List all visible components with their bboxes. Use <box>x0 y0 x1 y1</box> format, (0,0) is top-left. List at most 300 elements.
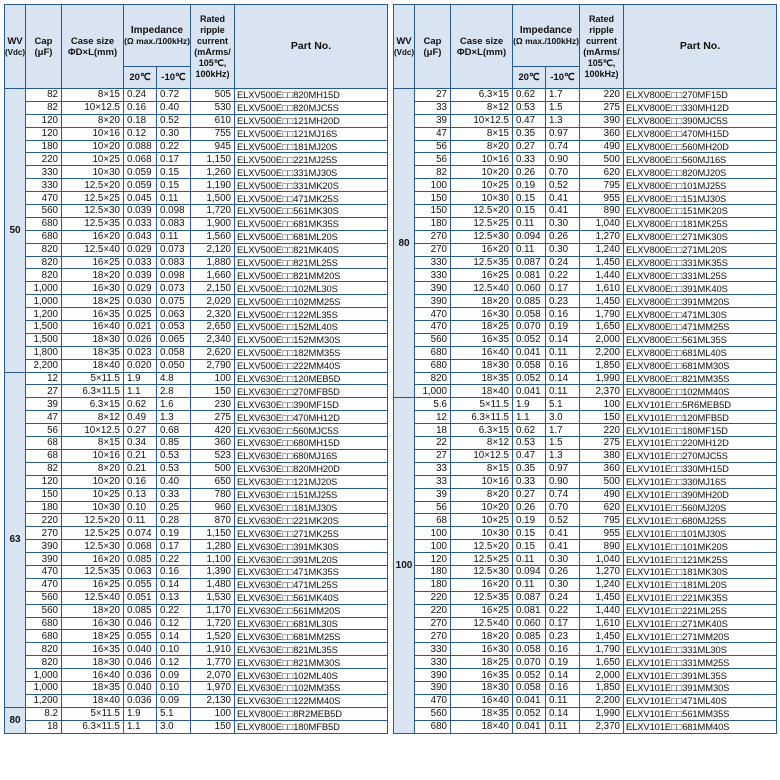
impedance-20c-cell: 0.15 <box>513 540 546 553</box>
impedance-minus10c-cell: 0.30 <box>157 127 191 140</box>
table-row <box>394 565 777 578</box>
impedance-minus10c-cell: 0.15 <box>157 179 191 192</box>
ripple-current-cell: 1,770 <box>191 656 235 669</box>
impedance-minus10c-cell: 0.16 <box>546 359 580 372</box>
case-size-cell: 16×35 <box>62 643 124 656</box>
part-no-cell: ELXV500E□□821MM20S <box>235 269 388 282</box>
table-row <box>394 359 777 372</box>
ripple-current-cell: 620 <box>580 501 624 514</box>
impedance-minus10c-cell: 0.22 <box>546 604 580 617</box>
cap-cell: 180 <box>26 140 62 153</box>
table-row <box>394 256 777 269</box>
impedance-minus10c-cell: 2.8 <box>157 385 191 398</box>
cap-cell: 220 <box>415 591 451 604</box>
part-no-cell: ELXV101E□□180MF15D <box>624 424 777 437</box>
ripple-current-cell: 1,450 <box>580 295 624 308</box>
impedance-20c-cell: 0.24 <box>124 89 157 102</box>
table-row <box>5 720 388 733</box>
ripple-current-cell: 1,240 <box>580 243 624 256</box>
part-no-cell: ELXV800E□□390MJC5S <box>624 114 777 127</box>
case-size-cell: 18×25 <box>451 656 513 669</box>
table-row <box>5 243 388 256</box>
table-row <box>5 282 388 295</box>
ripple-current-cell: 1,440 <box>580 269 624 282</box>
impedance-20c-cell: 0.025 <box>124 308 157 321</box>
cap-cell: 270 <box>415 630 451 643</box>
part-no-cell: ELXV630E□□271MK25S <box>235 527 388 540</box>
impedance-minus10c-cell: 0.70 <box>546 501 580 514</box>
part-no-cell: ELXV800E□□8R2MEB5D <box>235 707 388 720</box>
part-no-cell: ELXV101E□□330MJ16S <box>624 475 777 488</box>
ripple-current-cell: 795 <box>580 179 624 192</box>
ripple-current-cell: 1,850 <box>580 359 624 372</box>
cap-cell: 1,000 <box>26 669 62 682</box>
part-no-cell: ELXV800E□□331MK35S <box>624 256 777 269</box>
ripple-current-cell: 100 <box>580 398 624 411</box>
impedance-20c-header: 20℃ <box>124 67 157 89</box>
impedance-20c-cell: 0.040 <box>124 643 157 656</box>
impedance-20c-cell: 0.052 <box>513 333 546 346</box>
impedance-minus10c-cell: 0.74 <box>546 140 580 153</box>
table-row <box>394 617 777 630</box>
cap-cell: 820 <box>26 643 62 656</box>
part-no-cell: ELXV630E□□821MM30S <box>235 656 388 669</box>
case-size-cell: 16×25 <box>451 604 513 617</box>
impedance-20c-cell: 0.046 <box>124 617 157 630</box>
impedance-20c-cell: 0.33 <box>513 153 546 166</box>
impedance-20c-cell: 0.081 <box>513 604 546 617</box>
part-no-cell: ELXV630E□□221MK20S <box>235 514 388 527</box>
part-no-cell: ELXV630E□□681ML30S <box>235 617 388 630</box>
impedance-20c-cell: 0.53 <box>513 437 546 450</box>
table-row <box>5 424 388 437</box>
impedance-minus10c-cell: 0.40 <box>157 475 191 488</box>
case-size-cell: 12.5×35 <box>62 565 124 578</box>
ripple-current-cell: 1,450 <box>580 256 624 269</box>
part-no-cell: ELXV800E□□560MJ16S <box>624 153 777 166</box>
impedance-20c-cell: 0.070 <box>513 656 546 669</box>
table-row <box>394 591 777 604</box>
impedance-20c-cell: 0.052 <box>513 707 546 720</box>
table-row <box>394 475 777 488</box>
case-size-cell: 16×40 <box>62 669 124 682</box>
cap-cell: 22 <box>415 437 451 450</box>
impedance-20c-cell: 0.087 <box>513 256 546 269</box>
case-size-cell: 10×16 <box>62 127 124 140</box>
impedance-20c-cell: 0.070 <box>513 321 546 334</box>
case-size-cell: 16×40 <box>451 694 513 707</box>
case-size-cell: 12.5×20 <box>451 205 513 218</box>
impedance-20c-cell: 0.026 <box>124 333 157 346</box>
part-no-cell: ELXV800E□□821MM35S <box>624 372 777 385</box>
ripple-current-cell: 150 <box>580 411 624 424</box>
table-row <box>5 333 388 346</box>
ripple-current-cell: 100 <box>191 372 235 385</box>
case-size-cell: 10×20 <box>451 166 513 179</box>
table-row <box>394 669 777 682</box>
cap-cell: 100 <box>415 540 451 553</box>
cap-cell: 680 <box>26 617 62 630</box>
ripple-current-cell: 275 <box>580 101 624 114</box>
impedance-20c-cell: 0.62 <box>513 89 546 102</box>
cap-cell: 27 <box>26 385 62 398</box>
cap-cell: 330 <box>415 269 451 282</box>
ripple-current-cell: 1,040 <box>580 217 624 230</box>
cap-cell: 820 <box>26 256 62 269</box>
table-row <box>394 578 777 591</box>
cap-cell: 68 <box>26 449 62 462</box>
cap-cell: 560 <box>26 205 62 218</box>
cap-cell: 27 <box>415 89 451 102</box>
case-size-cell: 8×12 <box>451 437 513 450</box>
impedance-20c-cell: 0.021 <box>124 321 157 334</box>
table-row <box>5 192 388 205</box>
case-size-cell: 12.5×30 <box>62 540 124 553</box>
table-row <box>5 617 388 630</box>
impedance-20c-cell: 0.27 <box>513 140 546 153</box>
cap-cell: 56 <box>415 153 451 166</box>
case-size-cell: 12.5×30 <box>62 205 124 218</box>
impedance-20c-cell: 0.033 <box>124 217 157 230</box>
impedance-minus10c-cell: 0.41 <box>546 527 580 540</box>
cap-cell: 150 <box>26 488 62 501</box>
case-size-cell: 18×20 <box>62 269 124 282</box>
ripple-current-cell: 1,270 <box>580 230 624 243</box>
wv-header: WV (Vdc) <box>5 5 26 89</box>
part-no-header: Part No. <box>624 5 777 89</box>
case-size-cell: 16×30 <box>451 308 513 321</box>
case-size-cell: 6.3×11.5 <box>62 385 124 398</box>
case-size-cell: 8×20 <box>451 488 513 501</box>
case-size-cell: 10×12.5 <box>62 424 124 437</box>
case-size-cell: 10×25 <box>62 153 124 166</box>
impedance-minus10c-cell: 0.41 <box>546 540 580 553</box>
cap-cell: 470 <box>26 192 62 205</box>
part-no-cell: ELXV630E□□820MH20D <box>235 462 388 475</box>
case-size-cell: 18×20 <box>62 604 124 617</box>
table-row <box>5 372 388 385</box>
impedance-20c-cell: 0.060 <box>513 617 546 630</box>
cap-cell: 470 <box>415 321 451 334</box>
part-no-cell: ELXV500E□□181MJ20S <box>235 140 388 153</box>
table-row <box>394 656 777 669</box>
part-no-cell: ELXV500E□□152ML40S <box>235 321 388 334</box>
table-row <box>394 488 777 501</box>
part-no-cell: ELXV101E□□271MM20S <box>624 630 777 643</box>
part-no-cell: ELXV500E□□102ML30S <box>235 282 388 295</box>
ripple-current-header: Rated ripple current (mArms/ 105℃, 100kHz) <box>191 5 235 89</box>
ripple-current-cell: 220 <box>580 89 624 102</box>
impedance-20c-cell: 0.16 <box>124 475 157 488</box>
table-row <box>5 565 388 578</box>
cap-cell: 1,500 <box>26 321 62 334</box>
impedance-minus10c-cell: 1.3 <box>546 114 580 127</box>
impedance-20c-cell: 0.094 <box>513 565 546 578</box>
cap-cell: 270 <box>415 243 451 256</box>
cap-cell: 560 <box>26 591 62 604</box>
ripple-current-cell: 360 <box>580 462 624 475</box>
ripple-current-cell: 2,000 <box>580 669 624 682</box>
cap-cell: 56 <box>415 140 451 153</box>
table-row <box>5 437 388 450</box>
part-no-cell: ELXV500E□□221MJ25S <box>235 153 388 166</box>
case-size-cell: 6.3×15 <box>451 424 513 437</box>
table-row <box>5 89 388 102</box>
part-no-cell: ELXV630E□□681MM25S <box>235 630 388 643</box>
case-size-cell: 16×30 <box>451 643 513 656</box>
wv-group-cell: 50 <box>5 89 26 373</box>
cap-cell: 390 <box>415 669 451 682</box>
part-no-cell: ELXV630E□□471ML25S <box>235 578 388 591</box>
case-size-cell: 16×25 <box>62 578 124 591</box>
ripple-current-cell: 523 <box>191 449 235 462</box>
cap-cell: 18 <box>26 720 62 733</box>
case-size-cell: 12.5×25 <box>62 527 124 540</box>
impedance-20c-cell: 0.058 <box>513 308 546 321</box>
case-size-cell: 8×15 <box>451 462 513 475</box>
cap-cell: 680 <box>26 217 62 230</box>
table-row <box>5 514 388 527</box>
cap-cell: 47 <box>415 127 451 140</box>
table-row <box>394 720 777 733</box>
impedance-20c-cell: 0.029 <box>124 243 157 256</box>
part-no-cell: ELXV101E□□391MM30S <box>624 681 777 694</box>
impedance-minus10c-cell: 0.11 <box>157 230 191 243</box>
case-size-cell: 16×20 <box>451 578 513 591</box>
cap-cell: 12 <box>26 372 62 385</box>
table-row <box>5 669 388 682</box>
case-size-cell: 10×16 <box>62 449 124 462</box>
table-row <box>394 166 777 179</box>
case-size-cell: 16×25 <box>451 269 513 282</box>
impedance-header: Impedance (Ω max./100kHz) <box>124 5 191 67</box>
impedance-header: Impedance (Ω max./100kHz) <box>513 5 580 67</box>
part-no-cell: ELXV630E□□122MM40S <box>235 694 388 707</box>
impedance-20c-cell: 0.62 <box>124 398 157 411</box>
part-no-cell: ELXV500E□□681ML20S <box>235 230 388 243</box>
table-row <box>5 475 388 488</box>
part-no-cell: ELXV500E□□331MK20S <box>235 179 388 192</box>
cap-cell: 330 <box>415 256 451 269</box>
case-size-cell: 16×20 <box>451 243 513 256</box>
part-no-cell: ELXV630E□□391ML20S <box>235 553 388 566</box>
table-row <box>5 553 388 566</box>
cap-cell: 220 <box>415 604 451 617</box>
cap-cell: 39 <box>26 398 62 411</box>
case-size-cell: 12.5×20 <box>451 540 513 553</box>
part-no-cell: ELXV800E□□151MJ30S <box>624 192 777 205</box>
case-size-cell: 8×20 <box>451 140 513 153</box>
left-table <box>4 4 388 734</box>
impedance-minus10c-cell: 0.063 <box>157 308 191 321</box>
impedance-minus10c-cell: 4.8 <box>157 372 191 385</box>
impedance-20c-cell: 1.1 <box>124 720 157 733</box>
wv-group-cell: 80 <box>394 89 415 398</box>
part-no-cell: ELXV800E□□470MH15D <box>624 127 777 140</box>
cap-cell: 120 <box>26 475 62 488</box>
cap-cell: 330 <box>415 643 451 656</box>
table-row <box>5 398 388 411</box>
case-size-cell: 10×12.5 <box>451 114 513 127</box>
impedance-minus10c-cell: 0.72 <box>157 89 191 102</box>
part-no-cell: ELXV630E□□120MEB5D <box>235 372 388 385</box>
impedance-20c-cell: 0.34 <box>124 437 157 450</box>
table-row <box>5 578 388 591</box>
part-no-cell: ELXV630E□□680MH15D <box>235 437 388 450</box>
impedance-minus10c-cell: 0.09 <box>157 669 191 682</box>
impedance-minus10c-cell: 0.85 <box>157 437 191 450</box>
impedance-minus10c-cell: 3.0 <box>157 720 191 733</box>
impedance-20c-cell: 1.9 <box>513 398 546 411</box>
impedance-minus10c-cell: 0.11 <box>546 694 580 707</box>
ripple-current-cell: 890 <box>580 540 624 553</box>
ripple-current-cell: 1,990 <box>580 707 624 720</box>
part-no-cell: ELXV630E□□561MK40S <box>235 591 388 604</box>
impedance-20c-cell: 0.041 <box>513 385 546 398</box>
case-size-cell: 12.5×35 <box>451 591 513 604</box>
ripple-current-cell: 2,150 <box>191 282 235 295</box>
part-no-cell: ELXV101E□□181MK30S <box>624 565 777 578</box>
table-row <box>394 114 777 127</box>
cap-cell: 330 <box>26 179 62 192</box>
ripple-current-cell: 960 <box>191 501 235 514</box>
impedance-20c-cell: 1.9 <box>124 372 157 385</box>
case-size-cell: 18×20 <box>451 295 513 308</box>
impedance-minus10c-cell: 0.19 <box>157 527 191 540</box>
cap-cell: 1,800 <box>26 346 62 359</box>
case-size-cell: 16×20 <box>62 553 124 566</box>
cap-cell: 1,200 <box>26 694 62 707</box>
cap-cell: 33 <box>415 101 451 114</box>
part-no-cell: ELXV500E□□121MH20D <box>235 114 388 127</box>
table-row <box>394 205 777 218</box>
ripple-current-cell: 1,610 <box>580 282 624 295</box>
cap-cell: 820 <box>415 372 451 385</box>
cap-cell: 1,000 <box>26 295 62 308</box>
impedance-20c-cell: 0.051 <box>124 591 157 604</box>
ripple-current-cell: 870 <box>191 514 235 527</box>
impedance-20c-cell: 0.060 <box>513 282 546 295</box>
case-size-cell: 10×30 <box>62 501 124 514</box>
ripple-current-cell: 2,790 <box>191 359 235 372</box>
impedance-20c-cell: 0.15 <box>513 527 546 540</box>
case-size-cell: 10×12.5 <box>62 101 124 114</box>
table-row <box>394 681 777 694</box>
impedance-20c-cell: 0.052 <box>513 669 546 682</box>
case-size-cell: 10×25 <box>451 179 513 192</box>
table-row <box>394 282 777 295</box>
impedance-20c-cell: 0.19 <box>513 179 546 192</box>
table-row <box>5 359 388 372</box>
impedance-20c-cell: 0.020 <box>124 359 157 372</box>
cap-cell: 470 <box>26 578 62 591</box>
case-size-cell: 5×11.5 <box>62 707 124 720</box>
ripple-current-cell: 1,170 <box>191 604 235 617</box>
impedance-20c-cell: 0.12 <box>124 127 157 140</box>
ripple-current-cell: 230 <box>191 398 235 411</box>
case-size-cell: 12.5×40 <box>451 282 513 295</box>
ripple-current-cell: 220 <box>580 424 624 437</box>
part-no-cell: ELXV101E□□271MK40S <box>624 617 777 630</box>
cap-cell: 270 <box>415 230 451 243</box>
impedance-20c-cell: 0.27 <box>513 488 546 501</box>
part-no-cell: ELXV500E□□122ML35S <box>235 308 388 321</box>
impedance-20c-cell: 0.055 <box>124 630 157 643</box>
case-size-cell: 16×35 <box>451 333 513 346</box>
case-size-cell: 18×35 <box>451 372 513 385</box>
impedance-20c-cell: 0.055 <box>124 578 157 591</box>
impedance-20c-cell: 0.074 <box>124 527 157 540</box>
table-row <box>394 140 777 153</box>
impedance-minus10c-cell: 0.17 <box>546 617 580 630</box>
case-size-cell: 12.5×20 <box>62 514 124 527</box>
impedance-20c-cell: 0.059 <box>124 166 157 179</box>
table-row <box>5 346 388 359</box>
ripple-current-cell: 275 <box>580 437 624 450</box>
case-size-cell: 12.5×40 <box>62 591 124 604</box>
part-no-cell: ELXV800E□□330MH12D <box>624 101 777 114</box>
cap-cell: 56 <box>415 501 451 514</box>
impedance-minus10c-cell: 0.26 <box>546 565 580 578</box>
cap-cell: 470 <box>415 308 451 321</box>
ripple-current-cell: 1,650 <box>580 656 624 669</box>
cap-cell: 270 <box>26 527 62 540</box>
cap-cell: 1,000 <box>26 681 62 694</box>
case-size-cell: 10×25 <box>451 514 513 527</box>
ripple-current-cell: 2,200 <box>580 694 624 707</box>
ripple-current-cell: 2,320 <box>191 308 235 321</box>
table-row <box>5 488 388 501</box>
part-no-cell: ELXV500E□□821ML25S <box>235 256 388 269</box>
impedance-20c-cell: 0.11 <box>513 217 546 230</box>
ripple-current-cell: 1,450 <box>580 630 624 643</box>
impedance-minus10c-cell: 0.14 <box>546 669 580 682</box>
case-size-cell: 10×12.5 <box>451 449 513 462</box>
ripple-current-cell: 2,370 <box>580 720 624 733</box>
case-size-cell: 18×30 <box>451 681 513 694</box>
part-no-cell: ELXV800E□□681ML40S <box>624 346 777 359</box>
cap-cell: 680 <box>26 630 62 643</box>
impedance-20c-cell: 0.030 <box>124 295 157 308</box>
ripple-current-cell: 1,970 <box>191 681 235 694</box>
cap-cell: 220 <box>26 514 62 527</box>
impedance-20c-cell: 0.058 <box>513 359 546 372</box>
ripple-current-cell: 1,280 <box>191 540 235 553</box>
part-no-cell: ELXV800E□□102MM40S <box>624 385 777 398</box>
part-no-cell: ELXV101E□□120MFB5D <box>624 411 777 424</box>
ripple-current-cell: 490 <box>580 140 624 153</box>
case-size-cell: 18×30 <box>62 656 124 669</box>
impedance-minus10c-cell: 0.19 <box>546 321 580 334</box>
cap-cell: 5.6 <box>415 398 451 411</box>
part-no-header: Part No. <box>235 5 388 89</box>
case-size-cell: 12.5×40 <box>451 617 513 630</box>
part-no-cell: ELXV630E□□181MJ30S <box>235 501 388 514</box>
case-size-cell: 8×15 <box>451 127 513 140</box>
impedance-minus10c-cell: 0.52 <box>546 514 580 527</box>
ripple-current-cell: 1,720 <box>191 617 235 630</box>
impedance-20c-cell: 0.47 <box>513 449 546 462</box>
table-row <box>394 514 777 527</box>
impedance-minus10c-cell: 0.23 <box>546 295 580 308</box>
impedance-20c-cell: 0.045 <box>124 192 157 205</box>
ripple-current-cell: 150 <box>191 385 235 398</box>
impedance-minus10c-cell: 0.10 <box>157 681 191 694</box>
cap-cell: 680 <box>415 346 451 359</box>
impedance-20c-cell: 0.094 <box>513 230 546 243</box>
ripple-current-cell: 390 <box>580 114 624 127</box>
cap-cell: 820 <box>26 656 62 669</box>
